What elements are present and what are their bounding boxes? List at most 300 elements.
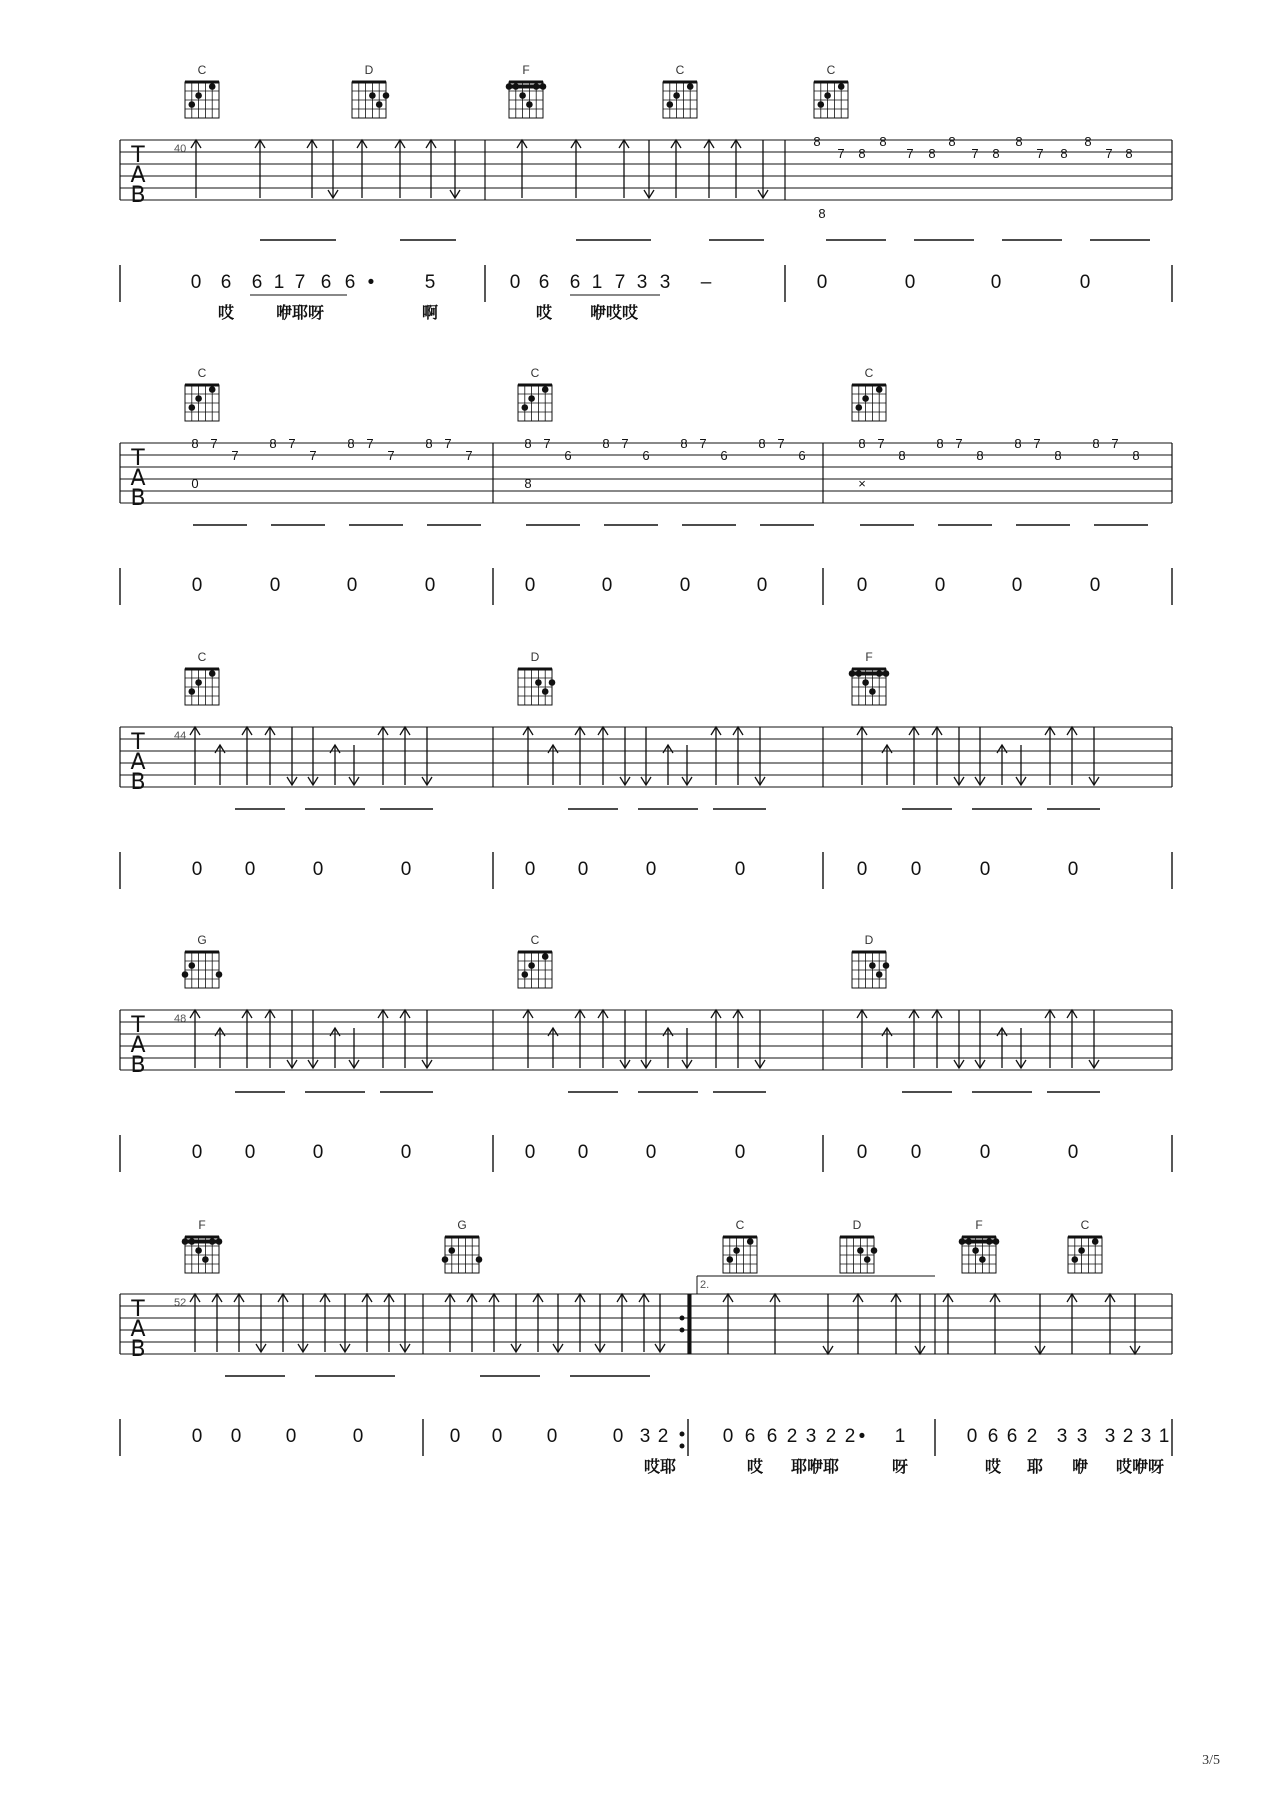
jianpu-note: 6 (538, 272, 550, 293)
chord-diagram-G (442, 1218, 483, 1273)
finger-dot (535, 679, 542, 686)
lyric-text: 哎 (217, 303, 235, 322)
tab-fret-number: 6 (798, 448, 806, 463)
jianpu-note: 0 (979, 859, 991, 880)
tab-clef-letter: B (130, 183, 146, 208)
strum-up-arrow (242, 727, 252, 785)
jianpu-note: 0 (546, 1426, 558, 1447)
strum-down-arrow (553, 1294, 563, 1352)
chord-diagram-C (723, 1218, 757, 1273)
chord-diagram-F (506, 63, 547, 118)
finger-dot (824, 92, 831, 99)
jianpu-note: 0 (1067, 859, 1079, 880)
jianpu-note: 0 (856, 859, 868, 880)
jianpu-note: 0 (934, 575, 946, 596)
chord-name: D (864, 933, 874, 947)
tab-fret-number: 8 (992, 146, 1000, 161)
strum-up-arrow (378, 727, 388, 785)
strum-down-arrow (450, 140, 460, 198)
tab-clef-letter: A (130, 1033, 146, 1058)
jianpu-note: 2 (825, 1426, 837, 1447)
finger-dot (189, 404, 196, 411)
tab-fret-number: 7 (837, 146, 845, 161)
tab-fret-number: 7 (906, 146, 914, 161)
tab-fret-number: × (858, 476, 866, 491)
tab-fret-number: 8 (898, 448, 906, 463)
jianpu-note: 6 (251, 272, 263, 293)
chord-name: C (197, 63, 207, 77)
lyric-text: 哎耶 (643, 1457, 677, 1476)
finger-dot (862, 395, 869, 402)
strum-down-arrow (975, 727, 985, 785)
strum-down-arrow (641, 727, 651, 785)
finger-dot (195, 395, 202, 402)
tab-fret-number: 8 (818, 206, 826, 221)
chord-name: C (1080, 1218, 1090, 1232)
tab-clef-letter: A (130, 163, 146, 188)
tab-fret-number: 8 (1132, 448, 1140, 463)
jianpu-note: 0 (966, 1426, 978, 1447)
tab-fret-number: 7 (971, 146, 979, 161)
strum-up-arrow (242, 1010, 252, 1068)
strum-up-arrow (307, 140, 317, 198)
strum-down-arrow (308, 1010, 318, 1068)
lyric-text: 耶咿耶 (790, 1457, 840, 1476)
jianpu-note: 0 (524, 1142, 536, 1163)
tab-fret-number: 6 (564, 448, 572, 463)
strum-down-arrow (755, 727, 765, 785)
strum-up-arrow (617, 1294, 627, 1352)
lyric-text: 啊 (421, 303, 439, 322)
jianpu-note: 0 (244, 1142, 256, 1163)
strum-up-arrow (215, 1028, 225, 1068)
tab-fret-number: 7 (877, 436, 885, 451)
strum-up-arrow (255, 140, 265, 198)
measure-number: 40 (174, 143, 187, 155)
strum-up-arrow (704, 140, 714, 198)
jianpu-note: 0 (577, 859, 589, 880)
strum-up-arrow (733, 727, 743, 785)
strum-up-arrow (362, 1294, 372, 1352)
strum-up-arrow (265, 727, 275, 785)
tab-clef-letter: T (131, 446, 145, 471)
finger-dot (449, 1247, 456, 1254)
jianpu-note: • (858, 1426, 866, 1447)
strum-up-arrow (190, 727, 200, 785)
tab-clef-letter: T (131, 1013, 145, 1038)
finger-dot (687, 83, 694, 90)
strum-up-arrow (723, 1294, 733, 1354)
jianpu-note: 0 (1011, 575, 1023, 596)
chord-name: F (975, 1218, 983, 1232)
strum-up-arrow (731, 140, 741, 198)
chord-name: F (198, 1218, 206, 1232)
strum-down-arrow (422, 727, 432, 785)
jianpu-note: 6 (987, 1426, 999, 1447)
strum-up-arrow (533, 1294, 543, 1352)
repeat-dot (680, 1328, 685, 1333)
lyric-text: 哎咿呀 (1115, 1457, 1165, 1476)
strum-down-arrow (954, 727, 964, 785)
chord-diagram-G (182, 933, 223, 988)
finger-dot (857, 1247, 864, 1254)
jianpu-note: 3 (636, 272, 648, 293)
finger-dot (673, 92, 680, 99)
tab-clef-letter: T (131, 1297, 145, 1322)
tab-fret-number: 8 (879, 134, 887, 149)
finger-dot (856, 404, 863, 411)
strum-down-arrow (620, 727, 630, 785)
finger-dot (376, 101, 383, 108)
lyric-text: 哎 (535, 303, 553, 322)
tab-fret-number: 7 (955, 436, 963, 451)
tab-fret-number: 0 (191, 476, 199, 491)
tab-fret-number: 7 (1105, 146, 1113, 161)
strum-up-arrow (384, 1294, 394, 1352)
strum-up-arrow (575, 727, 585, 785)
strum-up-arrow (857, 727, 867, 785)
strum-down-arrow (1130, 1294, 1140, 1354)
measure-number: 52 (174, 1297, 187, 1309)
tab-fret-number: 8 (858, 146, 866, 161)
chord-diagram-C (663, 63, 697, 118)
strum-up-arrow (234, 1294, 244, 1352)
finger-dot (876, 386, 883, 393)
jianpu-note: 0 (285, 1426, 297, 1447)
strum-up-arrow (598, 1010, 608, 1068)
finger-dot (369, 92, 376, 99)
strum-down-arrow (422, 1010, 432, 1068)
finger-dot (189, 962, 196, 969)
strum-up-arrow (278, 1294, 288, 1352)
chord-name: G (197, 933, 207, 947)
jianpu-note: 0 (346, 575, 358, 596)
chord-diagram-C (1068, 1218, 1102, 1273)
tab-fret-number: 8 (1084, 134, 1092, 149)
jianpu-note: 0 (230, 1426, 242, 1447)
lyric-text: 哎 (984, 1457, 1002, 1476)
repeat-dot (680, 1444, 685, 1449)
tab-fret-number: 8 (191, 436, 199, 451)
tab-fret-number: 7 (777, 436, 785, 451)
strum-down-arrow (1089, 1010, 1099, 1068)
tab-clef-letter: T (131, 143, 145, 168)
finger-dot (209, 83, 216, 90)
strum-down-arrow (287, 727, 297, 785)
finger-dot (979, 1256, 986, 1263)
strum-up-arrow (215, 745, 225, 785)
strum-down-arrow (298, 1294, 308, 1352)
strum-down-arrow (511, 1294, 521, 1352)
strum-up-arrow (548, 1028, 558, 1068)
chord-diagram-C (852, 366, 886, 421)
tab-fret-number: 8 (936, 436, 944, 451)
jianpu-note: 0 (645, 859, 657, 880)
jianpu-note: 3 (1140, 1426, 1152, 1447)
strum-up-arrow (1067, 727, 1077, 785)
tab-clef-letter: B (130, 486, 146, 511)
jianpu-note: 0 (816, 272, 828, 293)
measure-number: 44 (174, 730, 187, 742)
tab-fret-number: 8 (1054, 448, 1062, 463)
strum-down-arrow (915, 1294, 925, 1354)
strum-up-arrow (853, 1294, 863, 1354)
strum-up-arrow (467, 1294, 477, 1352)
chord-diagram-C (185, 366, 219, 421)
tab-clef-letter: B (130, 1053, 146, 1078)
chord-diagram-D (518, 650, 555, 705)
strum-up-arrow (1067, 1010, 1077, 1068)
strum-up-arrow (857, 1010, 867, 1068)
strum-down-arrow (954, 1010, 964, 1068)
jianpu-note: 0 (424, 575, 436, 596)
jianpu-note: 5 (424, 272, 436, 293)
finger-dot (522, 971, 529, 978)
strum-up-arrow (882, 1028, 892, 1068)
chord-diagram-D (840, 1218, 877, 1273)
strum-up-arrow (663, 745, 673, 785)
jianpu-note: 0 (856, 575, 868, 596)
lyric-text: 呀 (891, 1457, 909, 1476)
strum-down-arrow (400, 1294, 410, 1352)
strum-up-arrow (517, 140, 527, 198)
tab-fret-number: 8 (347, 436, 355, 451)
jianpu-note: 0 (856, 1142, 868, 1163)
jianpu-note: 6 (744, 1426, 756, 1447)
tab-fret-number: 7 (231, 448, 239, 463)
strum-up-arrow (400, 727, 410, 785)
jianpu-note: 3 (639, 1426, 651, 1447)
strum-up-arrow (891, 1294, 901, 1354)
jianpu-note: 0 (756, 575, 768, 596)
lyric-text: 耶 (1026, 1457, 1044, 1476)
strum-up-arrow (426, 140, 436, 198)
finger-dot (189, 688, 196, 695)
chord-name: F (522, 63, 530, 77)
jianpu-note: 1 (1158, 1426, 1170, 1447)
chord-diagram-C (814, 63, 848, 118)
jianpu-note: 3 (1056, 1426, 1068, 1447)
strum-up-arrow (1045, 727, 1055, 785)
finger-dot (528, 962, 535, 969)
strum-up-arrow (997, 1028, 1007, 1068)
jianpu-note: 0 (524, 575, 536, 596)
finger-dot (727, 1256, 734, 1263)
strum-up-arrow (997, 745, 1007, 785)
strum-up-arrow (320, 1294, 330, 1352)
tab-system-1 (120, 63, 1172, 322)
strum-up-arrow (190, 1010, 200, 1068)
strum-up-arrow (711, 1010, 721, 1068)
lyric-text: 咿哎哎 (589, 303, 639, 322)
strum-down-arrow (595, 1294, 605, 1352)
jianpu-note: 7 (614, 272, 626, 293)
jianpu-note: 0 (910, 859, 922, 880)
strum-down-arrow (755, 1010, 765, 1068)
finger-dot (871, 1247, 878, 1254)
jianpu-note: 0 (491, 1426, 503, 1447)
chord-diagram-C (185, 650, 219, 705)
jianpu-note: 6 (1006, 1426, 1018, 1447)
tab-fret-number: 7 (309, 448, 317, 463)
finger-dot (528, 395, 535, 402)
repeat-dot (680, 1316, 685, 1321)
strum-down-arrow (620, 1010, 630, 1068)
tab-fret-number: 7 (288, 436, 296, 451)
strum-down-arrow (975, 1010, 985, 1068)
jianpu-note: 0 (722, 1426, 734, 1447)
finger-dot (189, 101, 196, 108)
tab-fret-number: 8 (858, 436, 866, 451)
finger-dot (667, 101, 674, 108)
tab-clef-letter: B (130, 1337, 146, 1362)
strum-up-arrow (733, 1010, 743, 1068)
chord-diagram-D (852, 933, 889, 988)
jianpu-note: – (700, 272, 712, 293)
strum-down-arrow (823, 1294, 833, 1354)
jianpu-note: 0 (1067, 1142, 1079, 1163)
strum-up-arrow (212, 1294, 222, 1352)
jianpu-note: 0 (910, 1142, 922, 1163)
chord-diagram-C (518, 366, 552, 421)
lyric-text: 哎 (746, 1457, 764, 1476)
tab-clef-letter: T (131, 730, 145, 755)
finger-dot (876, 971, 883, 978)
finger-dot (747, 1238, 754, 1245)
jianpu-note: 1 (894, 1426, 906, 1447)
tab-fret-number: 8 (976, 448, 984, 463)
jianpu-note: 0 (312, 859, 324, 880)
jianpu-note: 0 (601, 575, 613, 596)
jianpu-note: 3 (1104, 1426, 1116, 1447)
strum-up-arrow (990, 1294, 1000, 1354)
finger-dot (542, 386, 549, 393)
chord-name: D (852, 1218, 862, 1232)
strum-up-arrow (523, 1010, 533, 1068)
tab-clef-letter: A (130, 1317, 146, 1342)
strum-up-arrow (548, 745, 558, 785)
strum-down-arrow (758, 140, 768, 198)
tab-fret-number: 7 (543, 436, 551, 451)
chord-diagram-F (182, 1218, 223, 1273)
finger-dot (549, 679, 556, 686)
finger-dot (195, 1247, 202, 1254)
jianpu-note: 0 (679, 575, 691, 596)
finger-dot (869, 962, 876, 969)
finger-dot (838, 83, 845, 90)
tab-system-4 (120, 933, 1172, 1172)
chord-name: D (530, 650, 540, 664)
finger-dot (216, 971, 223, 978)
strum-up-arrow (598, 727, 608, 785)
strum-down-arrow (256, 1294, 266, 1352)
tab-fret-number: 8 (524, 436, 532, 451)
strum-up-arrow (882, 745, 892, 785)
tab-fret-number: 8 (1014, 436, 1022, 451)
strum-up-arrow (619, 140, 629, 198)
finger-dot (209, 386, 216, 393)
tab-fret-number: 8 (813, 134, 821, 149)
jianpu-note: 6 (344, 272, 356, 293)
strum-up-arrow (932, 1010, 942, 1068)
jianpu-note: 0 (269, 575, 281, 596)
finger-dot (869, 688, 876, 695)
chord-diagram-F (849, 650, 890, 705)
jianpu-note: 0 (1089, 575, 1101, 596)
jianpu-note: 0 (400, 859, 412, 880)
tab-fret-number: 8 (928, 146, 936, 161)
finger-dot (519, 92, 526, 99)
chord-name: C (530, 366, 540, 380)
strum-down-arrow (287, 1010, 297, 1068)
strum-down-arrow (328, 140, 338, 198)
strum-up-arrow (265, 1010, 275, 1068)
finger-dot (476, 1256, 483, 1263)
strum-up-arrow (1067, 1294, 1077, 1354)
tab-fret-number: 8 (269, 436, 277, 451)
chord-name: C (197, 650, 207, 664)
strum-up-arrow (943, 1294, 953, 1354)
strum-up-arrow (571, 140, 581, 198)
finger-dot (542, 688, 549, 695)
finger-dot (1072, 1256, 1079, 1263)
jianpu-note: 2 (1026, 1426, 1038, 1447)
finger-dot (202, 1256, 209, 1263)
strum-up-arrow (489, 1294, 499, 1352)
tab-fret-number: 8 (1060, 146, 1068, 161)
jianpu-note: 7 (294, 272, 306, 293)
strum-up-arrow (445, 1294, 455, 1352)
tab-fret-number: 7 (1033, 436, 1041, 451)
finger-dot (209, 670, 216, 677)
finger-dot (1078, 1247, 1085, 1254)
tab-fret-number: 6 (720, 448, 728, 463)
strum-up-arrow (663, 1028, 673, 1068)
jianpu-note: 0 (979, 1142, 991, 1163)
finger-dot (864, 1256, 871, 1263)
jianpu-note: 2 (844, 1426, 856, 1447)
chord-diagram-D (352, 63, 389, 118)
tab-clef-letter: A (130, 466, 146, 491)
tab-fret-number: 7 (444, 436, 452, 451)
jianpu-note: 0 (509, 272, 521, 293)
jianpu-note: 0 (191, 859, 203, 880)
strum-down-arrow (1089, 727, 1099, 785)
tab-fret-number: 8 (948, 134, 956, 149)
volta-label: 2. (700, 1279, 710, 1291)
tab-system-3 (120, 650, 1172, 889)
measure-number: 48 (174, 1013, 187, 1025)
finger-dot (383, 92, 390, 99)
finger-dot (195, 679, 202, 686)
finger-dot (883, 962, 890, 969)
tab-system-2 (120, 366, 1172, 605)
tab-fret-number: 7 (1111, 436, 1119, 451)
tab-fret-number: 7 (366, 436, 374, 451)
tab-clef-letter: B (130, 770, 146, 795)
strum-up-arrow (357, 140, 367, 198)
jianpu-note: 0 (191, 1142, 203, 1163)
strum-down-arrow (644, 140, 654, 198)
tab-fret-number: 7 (1036, 146, 1044, 161)
chord-name: G (457, 1218, 467, 1232)
jianpu-note: 0 (449, 1426, 461, 1447)
strum-down-arrow (1035, 1294, 1045, 1354)
strum-up-arrow (909, 727, 919, 785)
tab-fret-number: 8 (1125, 146, 1133, 161)
chord-name: C (530, 933, 540, 947)
tab-fret-number: 8 (602, 436, 610, 451)
